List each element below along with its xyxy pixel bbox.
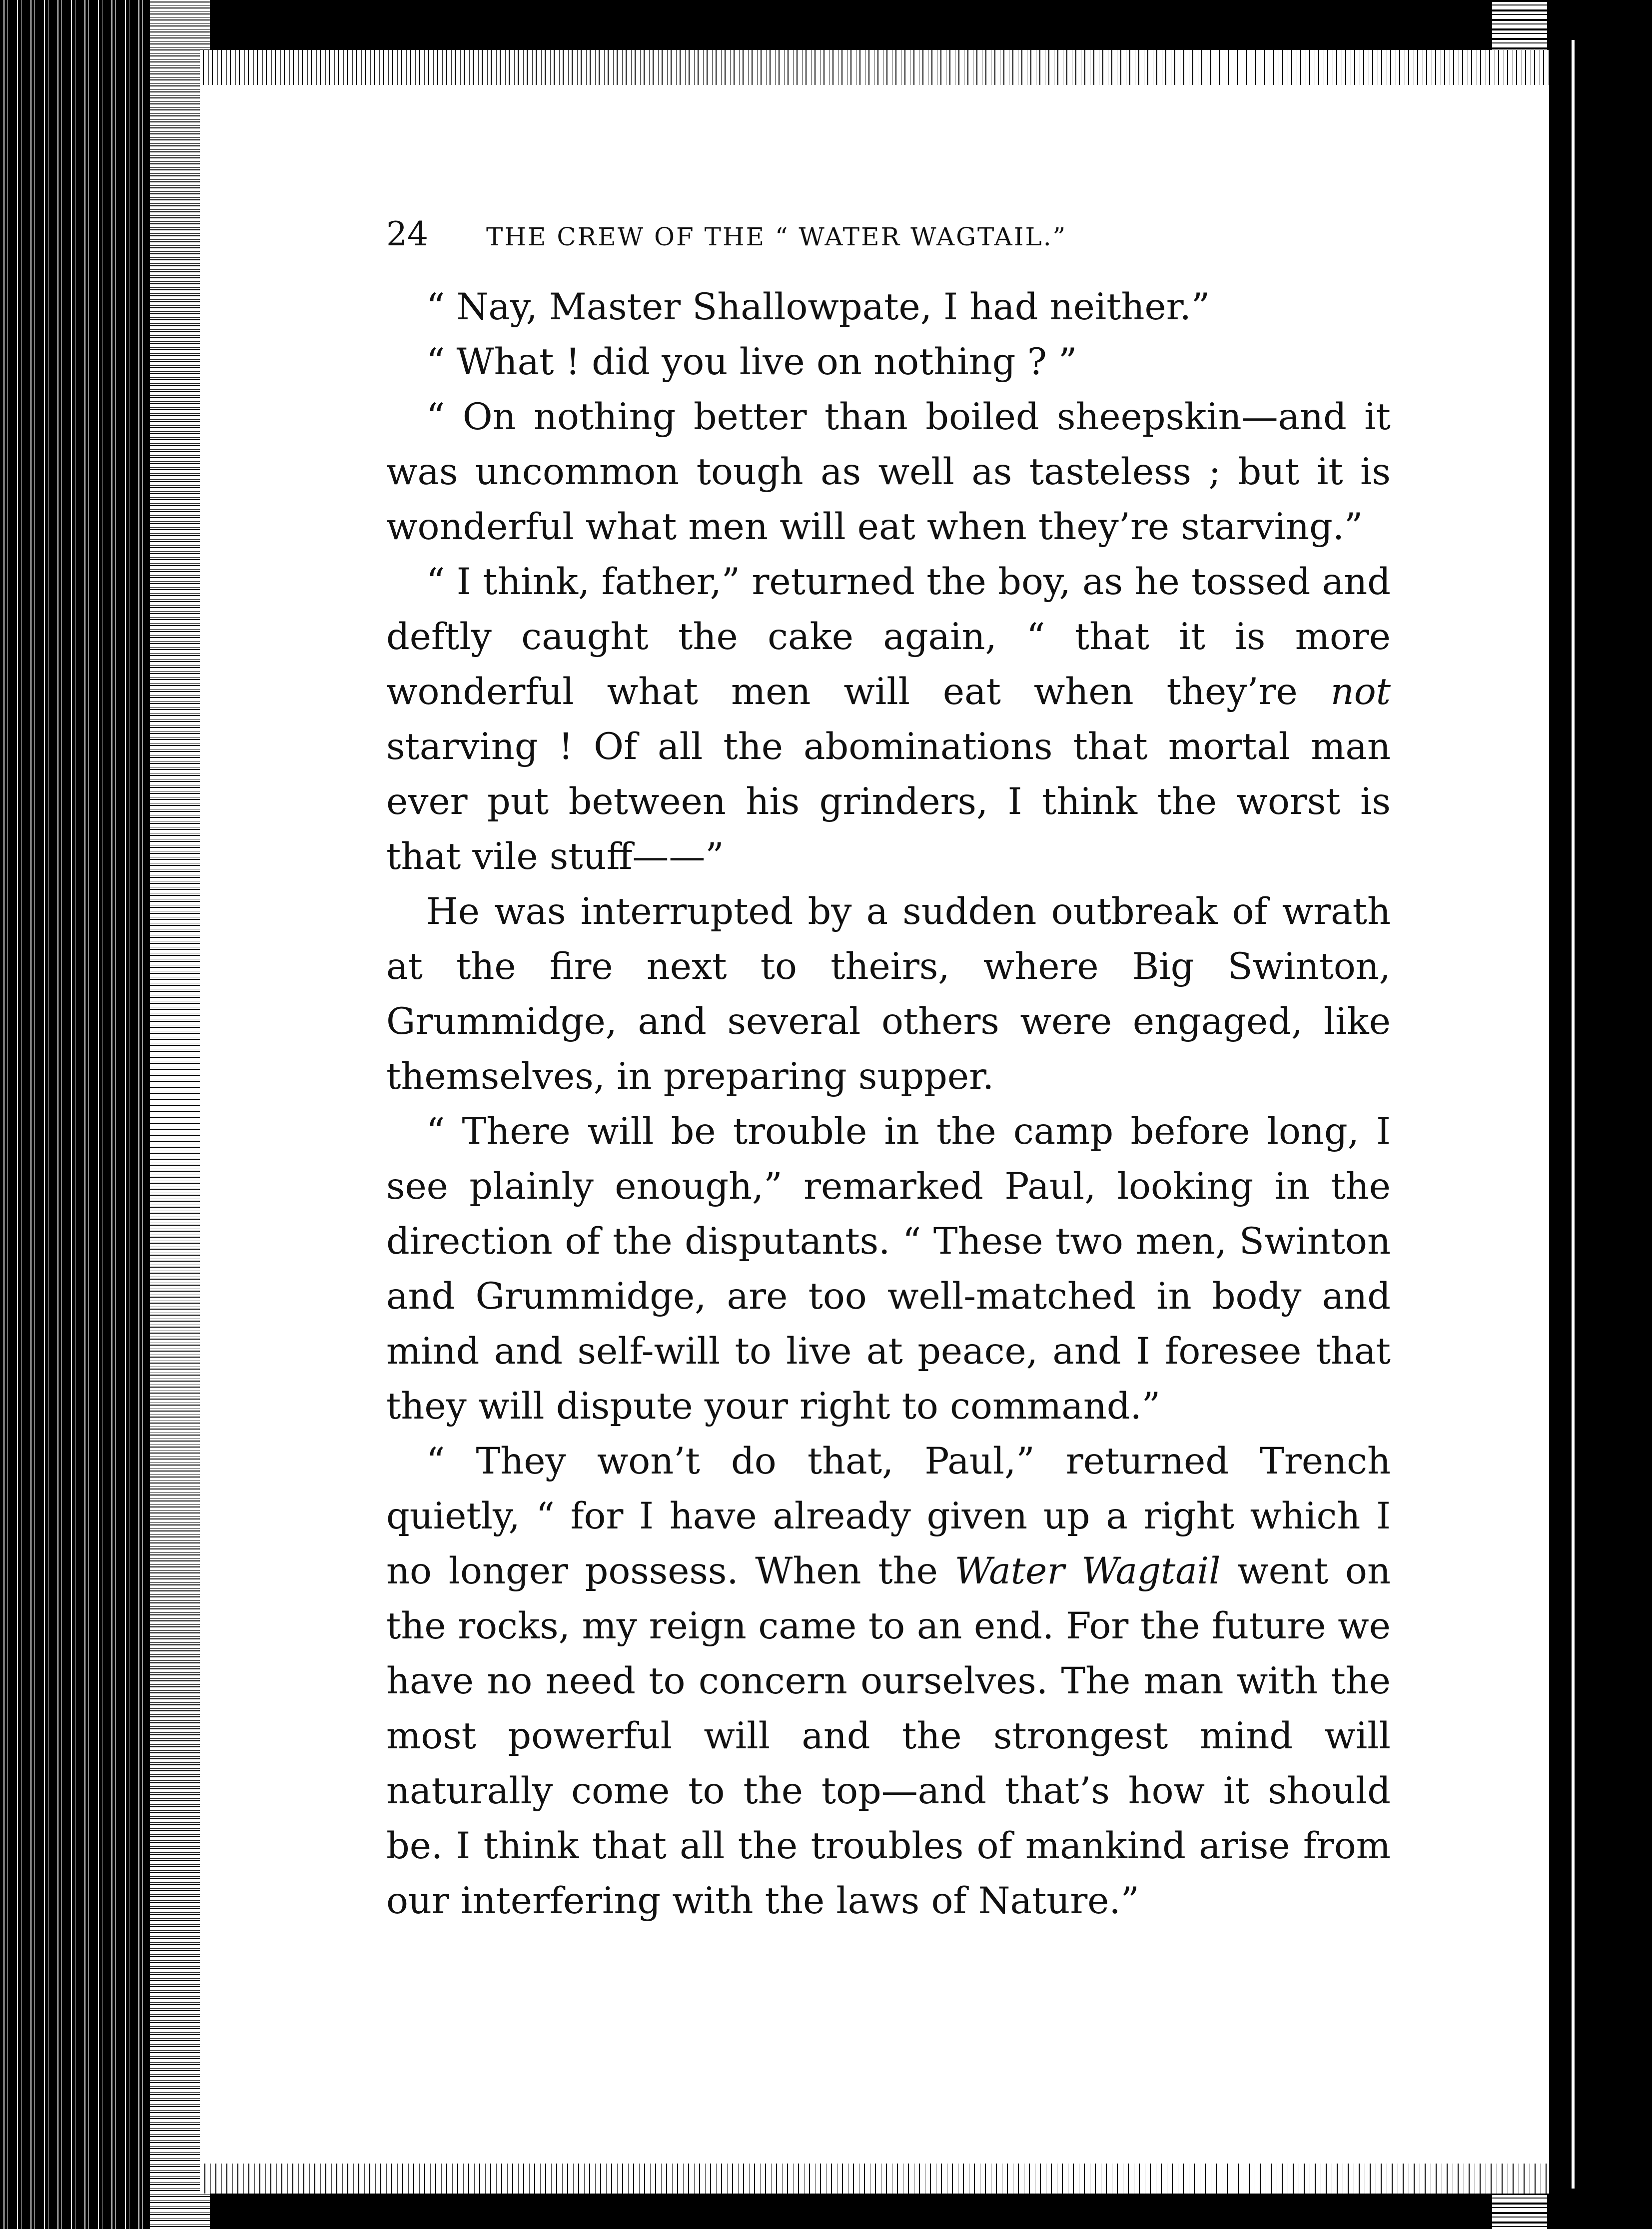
paragraph-7-emphasis: Water Wagtail (954, 1550, 1221, 1592)
paragraph-1: “ Nay, Master Shallowpate, I had neither.” (426, 286, 1210, 328)
right-edge-stripe (1572, 40, 1605, 2189)
paragraph-4 (386, 555, 1391, 884)
running-head-title: THE CREW OF THE “ WATER WAGTAIL.” (486, 222, 1067, 251)
paragraph-7-text-before: “ They won’t do that, Paul,” returned Trench quietly, “ for I have already given up a right which I no longer possess. When the (386, 1440, 1391, 1592)
paragraph-7 (386, 1434, 1391, 1929)
paragraph-4-emphasis: not (1330, 671, 1391, 713)
paragraph-2: “ What ! did you live on nothing ? ” (426, 341, 1077, 383)
paragraph-3: “ On nothing better than boiled sheepskin—and it was uncommon tough as well as tasteless ; but it is wonderful what men will eat when they’re starving.” (386, 396, 1391, 548)
paragraph-4-text-before: “ I think, father,” returned the boy, as he tossed and deftly caught the cake again, “ that it is more wonderful what men will eat when they’re (386, 561, 1391, 713)
bottom-edge-speckle (200, 2164, 1549, 2194)
text-block (386, 215, 1391, 1929)
running-head (386, 215, 1391, 275)
paragraph-7-text-after: went on the rocks, my reign came to an end. For the future we have no need to concern ourselves. The man with the most powerful will and the strongest mind will naturally come to the top—and that’s how it should be. I think that all the troubles of mankind arise from our interfering with the laws of Nature.” (386, 1550, 1391, 1922)
top-edge-speckle (200, 50, 1549, 85)
paragraph-5: He was interrupted by a sudden outbreak of wrath at the fire next to theirs, where Big Swinton, Grummidge, and several others were engaged, like themselves, in preparing supper. (386, 890, 1391, 1098)
paragraph-6: “ There will be trouble in the camp before long, I see plainly enough,” remarked Paul, looking in the direction of the disputants. “ These two men, Swinton and Grummidge, are too well-matched in body and mind and self-will to live at peace, and I foresee that they will dispute your right to command.” (386, 1110, 1391, 1428)
page-number: 24 (386, 215, 428, 253)
paragraph-4-text-after: starving ! Of all the abominations that mortal man ever put between his grinders, I think the worst is that vile stuff——” (386, 726, 1391, 878)
